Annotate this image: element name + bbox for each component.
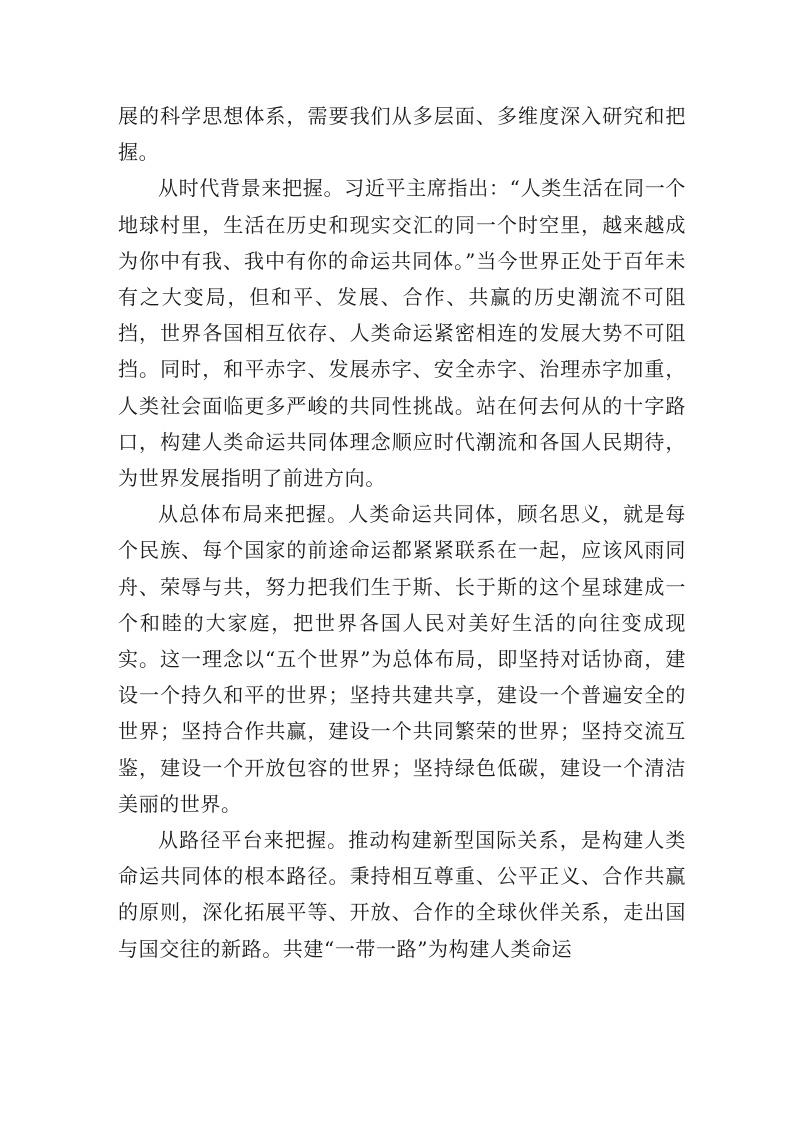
- paragraph-path-platform: 从路径平台来把握。推动构建新型国际关系，是构建人类命运共同体的根本路径。秉持相互尊重、公平正义、合作共赢的原则，深化拓展平等、开放、合作的全球伙伴关系，走出国与国交往的新路。共建“一带一路”为构建人类命运: [118, 828, 686, 961]
- paragraph-overall-layout: 从总体布局来把握。人类命运共同体，顾名思义，就是每个民族、每个国家的前途命运都紧紧联系在一起，应该风雨同舟、荣辱与共，努力把我们生于斯、长于斯的这个星球建成一个和睦的大家庭，把世界各国人民对美好生活的向往变成现实。这一理念以“五个世界”为总体布局，即坚持对话协商，建设一个持久和平的世界；坚持共建共享，建设一个普遍安全的世界；坚持合作共赢，建设一个共同繁荣的世界；坚持交流互鉴，建设一个开放包容的世界；坚持绿色低碳，建设一个清洁美丽的世界。: [118, 502, 686, 816]
- paragraph-era-background: 从时代背景来把握。习近平主席指出：“人类生活在同一个地球村里，生活在历史和现实交汇的同一个时空里，越来越成为你中有我、我中有你的命运共同体。”当今世界正处于百年未有之大变局，但和平、发展、合作、共赢的历史潮流不可阻挡，世界各国相互依存、人类命运紧密相连的发展大势不可阻挡。同时，和平赤字、发展赤字、安全赤字、治理赤字加重，人类社会面临更多严峻的共同性挑战。站在何去何从的十字路口，构建人类命运共同体理念顺应时代潮流和各国人民期待，为世界发展指明了前进方向。: [118, 176, 686, 491]
- document-body: [118, 98, 686, 967]
- paragraph-continuation: 展的科学思想体系，需要我们从多层面、多维度深入研究和把握。: [118, 104, 686, 165]
